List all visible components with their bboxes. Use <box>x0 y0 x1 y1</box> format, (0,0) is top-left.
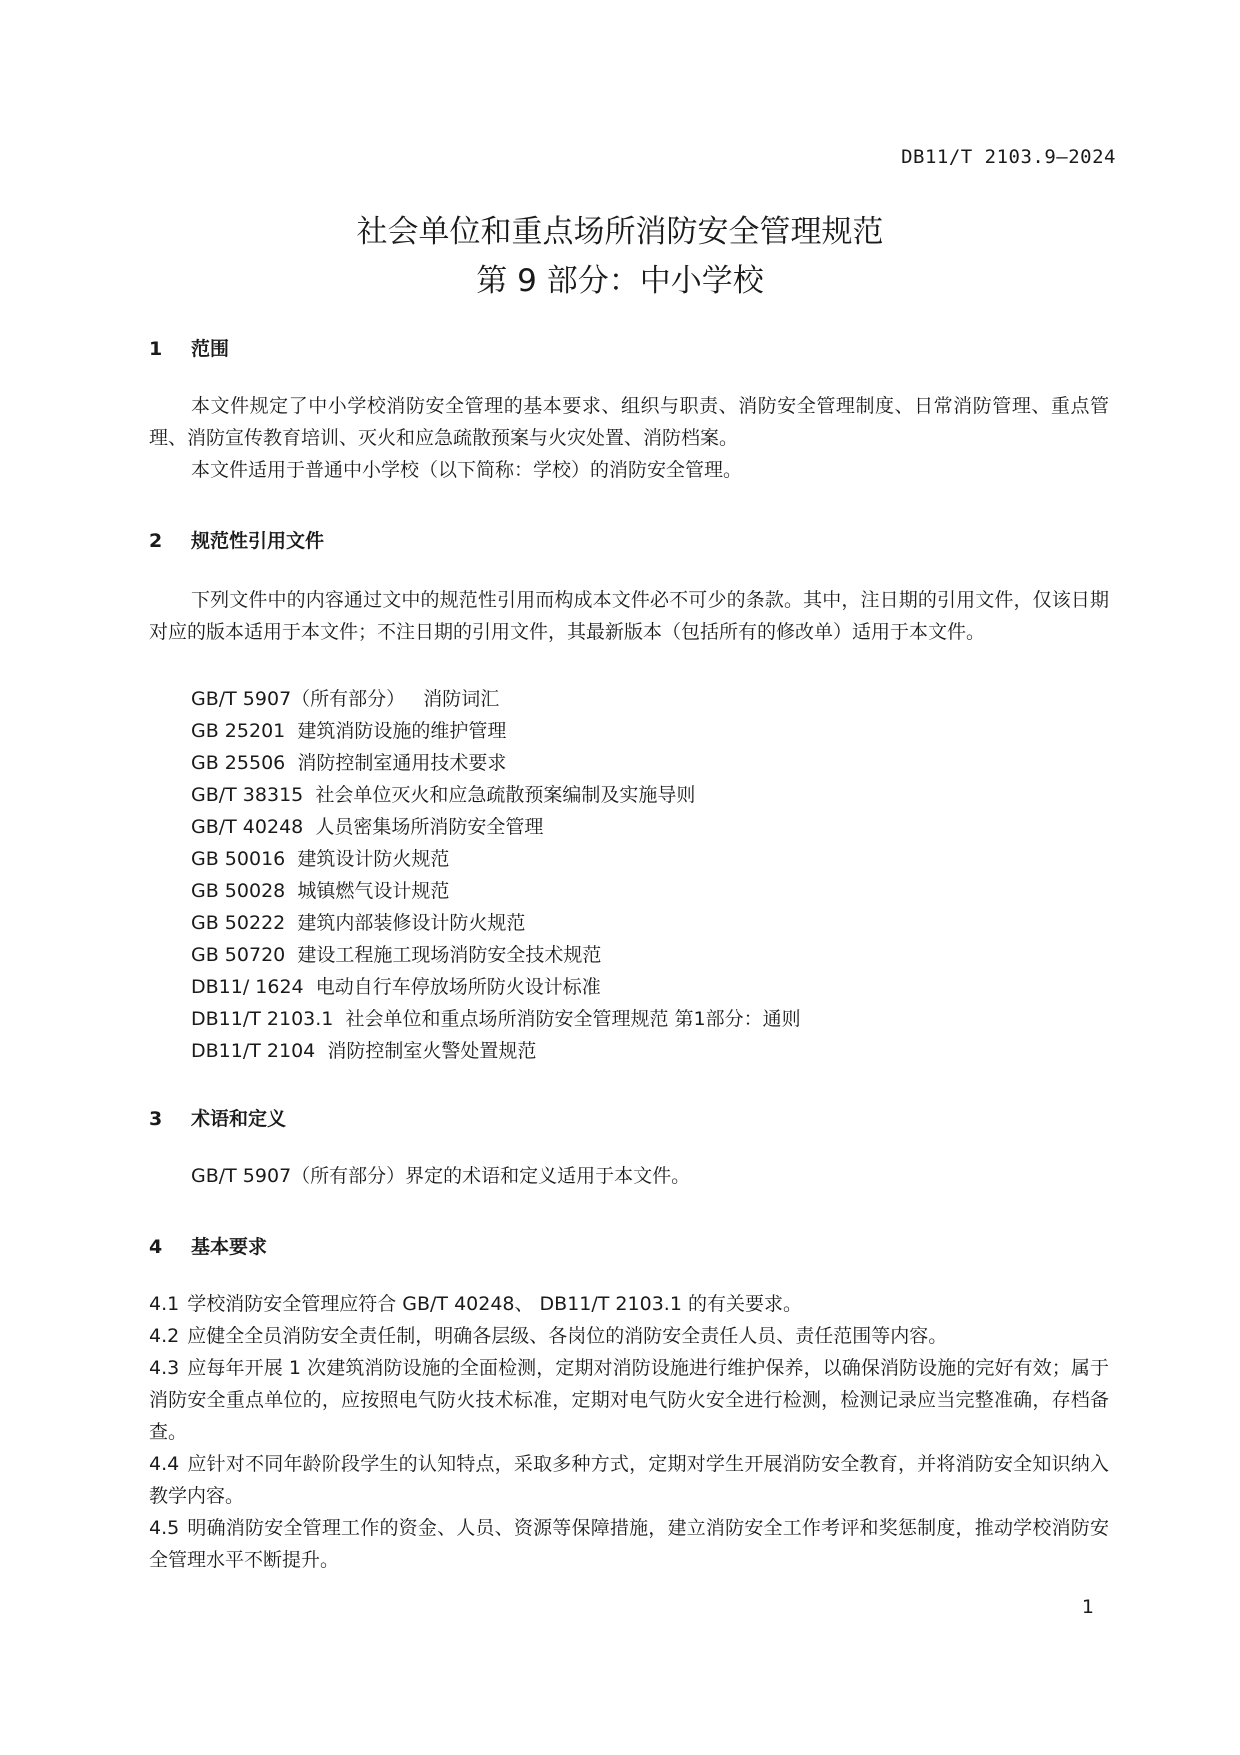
clause-item <box>149 1320 1109 1352</box>
section-heading-terms <box>149 1104 286 1131</box>
reference-title: 建筑设计防火规范 <box>297 848 450 870</box>
reference-code: DB11/T 2103.1 <box>191 1008 334 1030</box>
normative-intro-paragraph: 下列文件中的内容通过文中的规范性引用而构成本文件必不可少的条款。其中，注日期的引用文件，仅该日期对应的版本适用于本文件；不注日期的引用文件，其最新版本（包括所有的修改单）适用于本文件。 <box>149 589 1109 643</box>
section-number: 2 <box>149 530 163 552</box>
reference-title: 城镇燃气设计规范 <box>297 880 450 902</box>
section-number: 4 <box>149 1236 163 1258</box>
reference-title: 人员密集场所消防安全管理 <box>315 816 544 838</box>
reference-code: DB11/ 1624 <box>191 976 304 998</box>
reference-title: 建设工程施工现场消防安全技术规范 <box>297 944 602 966</box>
reference-title: 社会单位和重点场所消防安全管理规范 第1部分：通则 <box>345 1008 801 1030</box>
reference-code: GB 50016 <box>191 848 286 870</box>
reference-code: GB/T 40248 <box>191 816 304 838</box>
section-heading-scope <box>149 334 229 361</box>
section-title: 范围 <box>191 338 230 360</box>
reference-item <box>191 748 506 775</box>
reference-title: 建筑内部装修设计防火规范 <box>297 912 526 934</box>
document-title: 社会单位和重点场所消防安全管理规范 <box>356 214 884 250</box>
clause-text: 明确消防安全管理工作的资金、人员、资源等保障措施，建立消防安全工作考评和奖惩制度，推动学校消防安全管理水平不断提升。 <box>149 1517 1109 1571</box>
section-heading-normative-references <box>149 526 324 553</box>
reference-title: 消防控制室通用技术要求 <box>297 752 507 774</box>
reference-item <box>191 972 601 999</box>
terms-paragraph: GB/T 5907（所有部分）界定的术语和定义适用于本文件。 <box>191 1165 691 1187</box>
clause-number: 4.5 <box>149 1517 180 1539</box>
scope-paragraph: 本文件规定了中小学校消防安全管理的基本要求、组织与职责、消防安全管理制度、日常消防管理、重点管理、消防宣传教育培训、灭火和应急疏散预案与火灾处置、消防档案。 <box>149 395 1109 449</box>
reference-code: GB/T 38315 <box>191 784 304 806</box>
reference-item <box>191 1004 801 1031</box>
clause-number: 4.4 <box>149 1453 180 1475</box>
clause-item <box>149 1512 1109 1576</box>
section-title: 基本要求 <box>191 1236 268 1258</box>
section-title: 规范性引用文件 <box>191 530 325 552</box>
reference-title: 建筑消防设施的维护管理 <box>297 720 507 742</box>
section-number: 3 <box>149 1108 163 1130</box>
clause-text: 应每年开展 1 次建筑消防设施的全面检测，定期对消防设施进行维护保养，以确保消防设施的完好有效；属于消防安全重点单位的，应按照电气防火技术标准，定期对电气防火安全进行检测，检测记录应当完整准确，存档备查。 <box>149 1357 1109 1443</box>
reference-code: GB 50028 <box>191 880 286 902</box>
reference-item <box>191 812 543 839</box>
reference-item <box>191 716 506 743</box>
clause-item <box>149 1288 1109 1320</box>
reference-item <box>191 876 449 903</box>
reference-title: 消防词汇 <box>423 688 500 710</box>
section-heading-basic-requirements <box>149 1232 267 1259</box>
standard-number: DB11/T 2103.9—2024 <box>901 146 1116 168</box>
clause-number: 4.3 <box>149 1357 180 1379</box>
reference-item <box>191 684 499 711</box>
page-number: 1 <box>1081 1596 1094 1618</box>
reference-item <box>191 1036 536 1063</box>
reference-code: GB 25506 <box>191 752 286 774</box>
scope-paragraph: 本文件适用于普通中小学校（以下简称：学校）的消防安全管理。 <box>191 459 743 481</box>
clause-text: 学校消防安全管理应符合 GB/T 40248、 DB11/T 2103.1 的有关要求。 <box>187 1293 802 1315</box>
reference-code: GB 50720 <box>191 944 286 966</box>
section-title: 术语和定义 <box>191 1108 287 1130</box>
reference-code: DB11/T 2104 <box>191 1040 316 1062</box>
reference-code: GB 25201 <box>191 720 286 742</box>
section-number: 1 <box>149 338 163 360</box>
reference-title: 消防控制室火警处置规范 <box>327 1040 537 1062</box>
reference-code: GB 50222 <box>191 912 286 934</box>
reference-item <box>191 780 695 807</box>
clause-item <box>149 1352 1109 1448</box>
clause-text: 应针对不同年龄阶段学生的认知特点，采取多种方式，定期对学生开展消防安全教育，并将消防安全知识纳入教学内容。 <box>149 1453 1109 1507</box>
reference-code: GB/T 5907（所有部分） <box>191 688 406 710</box>
reference-item <box>191 908 525 935</box>
clause-item <box>149 1448 1109 1512</box>
reference-title: 电动自行车停放场所防火设计标准 <box>315 976 601 998</box>
clause-number: 4.1 <box>149 1293 180 1315</box>
document-subtitle: 第 9 部分：中小学校 <box>476 263 764 299</box>
reference-item <box>191 940 601 967</box>
clause-text: 应健全全员消防安全责任制，明确各层级、各岗位的消防安全责任人员、责任范围等内容。 <box>187 1325 948 1347</box>
reference-title: 社会单位灭火和应急疏散预案编制及实施导则 <box>315 784 696 806</box>
reference-item <box>191 844 449 871</box>
clause-number: 4.2 <box>149 1325 180 1347</box>
